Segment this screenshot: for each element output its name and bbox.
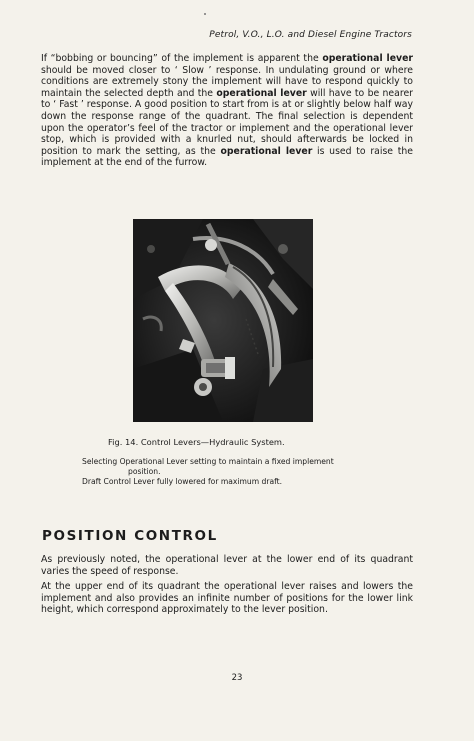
- text-segment: is used to raise the implement at the end of the furrow.: [41, 145, 413, 169]
- figure-caption-title: Fig. 14. Control Levers—Hydraulic System.: [108, 437, 285, 447]
- caption-line: position.: [128, 467, 161, 477]
- text-segment: If “bobbing or bouncing” of the implement is apparent the: [41, 53, 323, 64]
- section-heading: POSITION CONTROL: [42, 528, 218, 544]
- caption-line: Draft Control Lever fully lowered for maximum draft.: [82, 477, 283, 487]
- control-levers-photo: [133, 219, 313, 422]
- bold-term: operational lever: [220, 145, 313, 157]
- page-number: 23: [231, 673, 243, 683]
- text-segment: will have to be nearer to ‘ Fast ’ response. A good position to start from is at or slightly below half way down the response range of the quadrant. The final selection is dependent upon the operator’s feel of the tractor or implement and the operational lever stop, which is provided with a knurled nut, should afterwards be locked in position to mark the setting, as the: [41, 87, 414, 157]
- text-segment: should be moved closer to ‘ Slow ’ response. In undulating ground or where conditions are extremely stony the implement will have to respond quickly to maintain the selected depth and the: [41, 64, 413, 99]
- caption-line: Selecting Operational Lever setting to maintain a fixed implement: [82, 457, 334, 466]
- paragraph-position-control-intro: As previously noted, the operational lever at the lower end of its quadrant varies the speed of response.: [41, 554, 413, 577]
- figure-caption-body: [82, 457, 392, 488]
- bold-term: operational lever: [322, 53, 413, 64]
- running-header: Petrol, V.O., L.O. and Diesel Engine Tractors: [209, 30, 412, 40]
- paragraph-operational-lever: [41, 53, 413, 169]
- print-speck: [204, 13, 206, 15]
- paragraph-position-control-detail: At the upper end of its quadrant the operational lever raises and lowers the implement and also provides an infinite number of positions for the lower link height, which correspond approximately to the lever position.: [41, 581, 413, 616]
- bold-term: operational lever: [216, 87, 307, 99]
